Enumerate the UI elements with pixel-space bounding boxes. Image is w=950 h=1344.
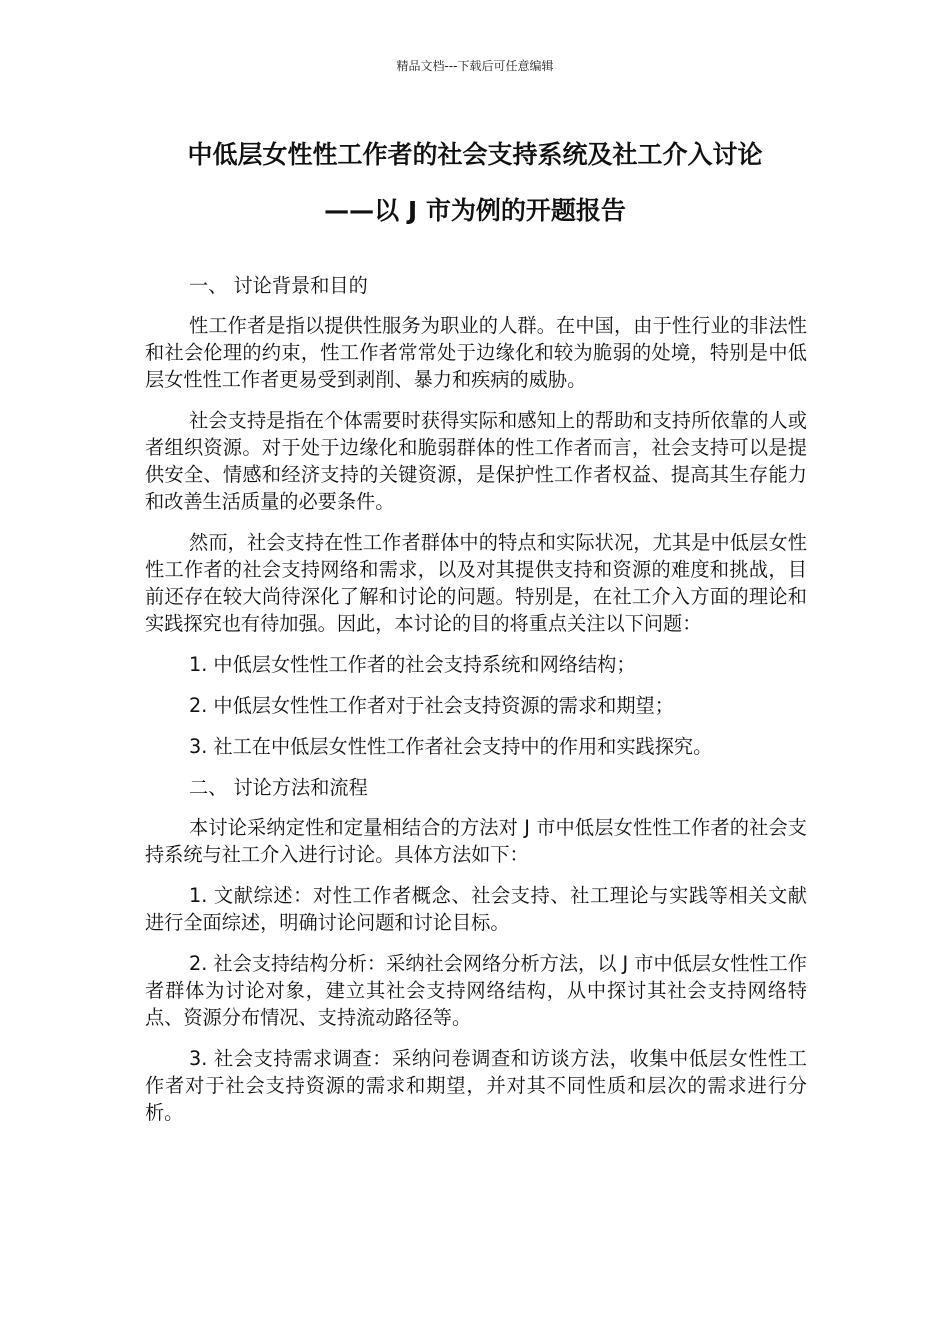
list-item-question-2: 2. 中低层女性性工作者对于社会支持资源的需求和期望； (189, 694, 674, 717)
paragraph-methods-intro: 本讨论采纳定性和定量相结合的方法对 J 市中低层女性性工作者的社会支持系统与社工介入进行讨论。具体方法如下： (145, 816, 807, 866)
paragraph-method-needs-survey: 3. 社会支持需求调查：采纳问卷调查和访谈方法，收集中低层女性性工作者对于社会支持资源的需求和期望，并对其不同性质和层次的需求进行分析。 (145, 1047, 807, 1124)
list-item-question-3: 3. 社工在中低层女性性工作者社会支持中的作用和实践探究。 (189, 735, 713, 758)
document-title-line-1: 中低层女性性工作者的社会支持系统及社工介入讨论 (187, 140, 763, 169)
document-body (145, 272, 807, 1140)
page-header-note: 精品文档---下载后可任意编辑 (396, 59, 554, 73)
paragraph-method-network-analysis: 2. 社会支持结构分析：采纳社会网络分析方法，以 J 市中低层女性性工作者群体为讨论对象，建立其社会支持网络结构，从中探讨其社会支持网络特点、资源分布情况、支持流动路径等。 (145, 952, 807, 1029)
paragraph-research-purpose: 然而，社会支持在性工作者群体中的特点和实际状况，尤其是中低层女性性工作者的社会支持网络和需求，以及对其提供支持和资源的难度和挑战，目前还存在较大尚待深化了解和讨论的问题。特别是，在社工介入方面的理论和实践探究也有待加强。因此，本讨论的目的将重点关注以下问题： (145, 531, 807, 635)
paragraph-method-literature-review: 1. 文献综述：对性工作者概念、社会支持、社工理论与实践等相关文献进行全面综述，明确讨论问题和讨论目标。 (145, 884, 807, 934)
list-item-question-1: 1. 中低层女性性工作者的社会支持系统和网络结构； (189, 653, 636, 676)
document-title-line-2: ——以 J 市为例的开题报告 (324, 196, 626, 225)
section-heading-background: 一、 讨论背景和目的 (189, 274, 368, 297)
section-heading-methods: 二、 讨论方法和流程 (189, 776, 368, 799)
paragraph-sex-worker-definition: 性工作者是指以提供性服务为职业的人群。在中国，由于性行业的非法性和社会伦理的约束，性工作者常常处于边缘化和较为脆弱的处境，特别是中低层女性性工作者更易受到剥削、暴力和疾病的威胁。 (145, 314, 807, 391)
paragraph-social-support-definition: 社会支持是指在个体需要时获得实际和感知上的帮助和支持所依靠的人或者组织资源。对于处于边缘化和脆弱群体的性工作者而言，社会支持可以是提供安全、情感和经济支持的关键资源，是保护性工作者权益、提高其生存能力和改善生活质量的必要条件。 (145, 409, 807, 513)
